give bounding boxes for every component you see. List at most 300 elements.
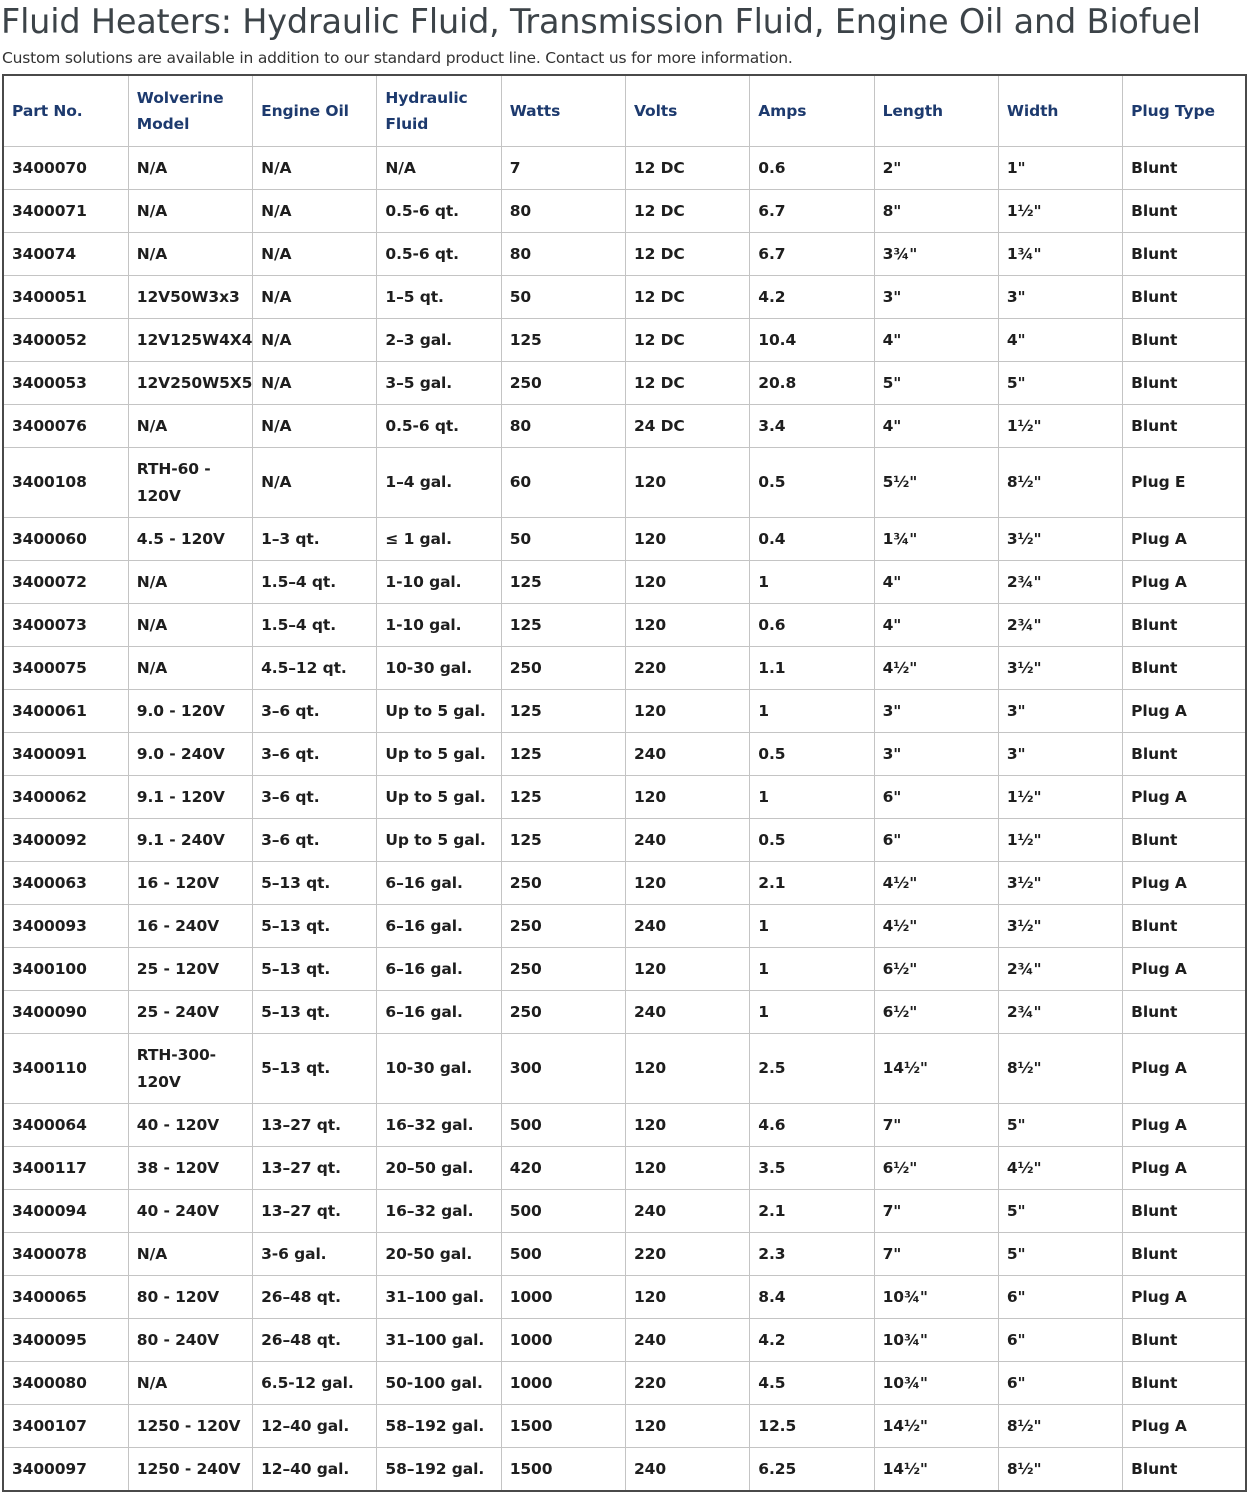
header-amps: Amps (750, 75, 874, 147)
cell-watts: 80 (501, 233, 625, 276)
table-row (3, 1233, 1246, 1276)
cell-plug-type: Blunt (1123, 1233, 1246, 1276)
cell-volts: 120 (625, 862, 749, 905)
cell-part-no: 3400071 (3, 190, 128, 233)
cell-watts: 420 (501, 1147, 625, 1190)
cell-engine-oil: 5–13 qt. (253, 948, 377, 991)
cell-volts: 220 (625, 1233, 749, 1276)
cell-length: 3" (874, 276, 998, 319)
cell-amps: 4.2 (750, 1319, 874, 1362)
table-row (3, 1190, 1246, 1233)
cell-width: 3½" (998, 518, 1122, 561)
cell-part-no: 3400092 (3, 819, 128, 862)
cell-engine-oil: 5–13 qt. (253, 991, 377, 1034)
cell-hydraulic-fluid: Up to 5 gal. (377, 733, 501, 776)
cell-hydraulic-fluid: 50-100 gal. (377, 1362, 501, 1405)
cell-wolverine-model: N/A (128, 233, 252, 276)
cell-wolverine-model: N/A (128, 1233, 252, 1276)
cell-volts: 120 (625, 948, 749, 991)
header-engine-oil: Engine Oil (253, 75, 377, 147)
cell-engine-oil: 26–48 qt. (253, 1276, 377, 1319)
table-row (3, 319, 1246, 362)
cell-length: 6½" (874, 948, 998, 991)
table-row (3, 1034, 1246, 1104)
cell-hydraulic-fluid: 6–16 gal. (377, 991, 501, 1034)
cell-volts: 120 (625, 448, 749, 518)
cell-watts: 125 (501, 561, 625, 604)
cell-watts: 80 (501, 405, 625, 448)
table-row (3, 362, 1246, 405)
cell-volts: 120 (625, 1276, 749, 1319)
cell-hydraulic-fluid: 0.5-6 qt. (377, 233, 501, 276)
cell-wolverine-model: N/A (128, 405, 252, 448)
cell-part-no: 3400078 (3, 1233, 128, 1276)
cell-engine-oil: 4.5–12 qt. (253, 647, 377, 690)
cell-part-no: 3400053 (3, 362, 128, 405)
cell-part-no: 3400117 (3, 1147, 128, 1190)
cell-plug-type: Blunt (1123, 733, 1246, 776)
cell-amps: 10.4 (750, 319, 874, 362)
cell-plug-type: Blunt (1123, 991, 1246, 1034)
table-row (3, 1147, 1246, 1190)
cell-part-no: 3400065 (3, 1276, 128, 1319)
cell-volts: 120 (625, 518, 749, 561)
cell-plug-type: Blunt (1123, 276, 1246, 319)
cell-length: 5½" (874, 448, 998, 518)
cell-plug-type: Blunt (1123, 190, 1246, 233)
cell-amps: 4.6 (750, 1104, 874, 1147)
cell-length: 10¾" (874, 1319, 998, 1362)
cell-amps: 2.1 (750, 1190, 874, 1233)
cell-length: 6" (874, 819, 998, 862)
cell-wolverine-model: N/A (128, 190, 252, 233)
cell-volts: 120 (625, 776, 749, 819)
cell-width: 8½" (998, 448, 1122, 518)
cell-part-no: 3400075 (3, 647, 128, 690)
cell-engine-oil: 3-6 gal. (253, 1233, 377, 1276)
cell-length: 5" (874, 362, 998, 405)
cell-wolverine-model: 1250 - 240V (128, 1448, 252, 1492)
cell-plug-type: Blunt (1123, 819, 1246, 862)
cell-hydraulic-fluid: 1-10 gal. (377, 604, 501, 647)
cell-volts: 120 (625, 1104, 749, 1147)
cell-plug-type: Plug A (1123, 862, 1246, 905)
cell-amps: 4.2 (750, 276, 874, 319)
cell-length: 14½" (874, 1405, 998, 1448)
cell-length: 6½" (874, 991, 998, 1034)
cell-wolverine-model: 40 - 240V (128, 1190, 252, 1233)
cell-amps: 1 (750, 991, 874, 1034)
cell-volts: 240 (625, 905, 749, 948)
cell-length: 3¾" (874, 233, 998, 276)
cell-wolverine-model: N/A (128, 561, 252, 604)
cell-width: 2¾" (998, 604, 1122, 647)
cell-volts: 12 DC (625, 319, 749, 362)
cell-watts: 1000 (501, 1362, 625, 1405)
cell-wolverine-model: 12V250W5X5 (128, 362, 252, 405)
cell-width: 3½" (998, 647, 1122, 690)
cell-amps: 1 (750, 561, 874, 604)
cell-hydraulic-fluid: 6–16 gal. (377, 905, 501, 948)
cell-watts: 1000 (501, 1319, 625, 1362)
cell-wolverine-model: 40 - 120V (128, 1104, 252, 1147)
cell-wolverine-model: 9.1 - 120V (128, 776, 252, 819)
cell-plug-type: Plug A (1123, 518, 1246, 561)
table-row (3, 1405, 1246, 1448)
table-row (3, 819, 1246, 862)
cell-hydraulic-fluid: 6–16 gal. (377, 862, 501, 905)
cell-hydraulic-fluid: 16–32 gal. (377, 1104, 501, 1147)
cell-engine-oil: 3–6 qt. (253, 819, 377, 862)
cell-plug-type: Blunt (1123, 1319, 1246, 1362)
cell-engine-oil: 3–6 qt. (253, 733, 377, 776)
cell-plug-type: Blunt (1123, 233, 1246, 276)
cell-watts: 7 (501, 147, 625, 190)
cell-length: 10¾" (874, 1276, 998, 1319)
cell-amps: 0.4 (750, 518, 874, 561)
table-body (3, 147, 1246, 1492)
cell-amps: 3.4 (750, 405, 874, 448)
cell-part-no: 3400073 (3, 604, 128, 647)
cell-plug-type: Blunt (1123, 362, 1246, 405)
cell-engine-oil: N/A (253, 405, 377, 448)
cell-width: 2¾" (998, 948, 1122, 991)
cell-volts: 12 DC (625, 147, 749, 190)
cell-volts: 240 (625, 1319, 749, 1362)
cell-watts: 250 (501, 362, 625, 405)
table-row (3, 862, 1246, 905)
cell-amps: 0.5 (750, 448, 874, 518)
cell-part-no: 3400061 (3, 690, 128, 733)
cell-watts: 125 (501, 819, 625, 862)
cell-hydraulic-fluid: 10-30 gal. (377, 647, 501, 690)
cell-amps: 20.8 (750, 362, 874, 405)
cell-volts: 220 (625, 647, 749, 690)
cell-width: 4" (998, 319, 1122, 362)
cell-watts: 500 (501, 1190, 625, 1233)
cell-wolverine-model: 1250 - 120V (128, 1405, 252, 1448)
cell-wolverine-model: RTH-60 - 120V (128, 448, 252, 518)
cell-wolverine-model: 38 - 120V (128, 1147, 252, 1190)
table-row (3, 448, 1246, 518)
table-row (3, 776, 1246, 819)
cell-part-no: 3400060 (3, 518, 128, 561)
table-row (3, 733, 1246, 776)
cell-amps: 0.5 (750, 733, 874, 776)
cell-watts: 250 (501, 948, 625, 991)
cell-engine-oil: N/A (253, 147, 377, 190)
cell-volts: 240 (625, 1448, 749, 1492)
cell-hydraulic-fluid: ≤ 1 gal. (377, 518, 501, 561)
cell-part-no: 3400100 (3, 948, 128, 991)
cell-volts: 120 (625, 1405, 749, 1448)
cell-width: 8½" (998, 1448, 1122, 1492)
table-row (3, 905, 1246, 948)
cell-width: 1½" (998, 190, 1122, 233)
cell-plug-type: Plug A (1123, 1147, 1246, 1190)
header-wolverine-model: Wolverine Model (128, 75, 252, 147)
cell-watts: 125 (501, 690, 625, 733)
cell-width: 5" (998, 1104, 1122, 1147)
table-row (3, 948, 1246, 991)
table-header-row (3, 75, 1246, 147)
cell-length: 6½" (874, 1147, 998, 1190)
cell-wolverine-model: 9.0 - 120V (128, 690, 252, 733)
cell-amps: 6.7 (750, 233, 874, 276)
cell-volts: 240 (625, 1190, 749, 1233)
table-row (3, 1104, 1246, 1147)
cell-plug-type: Blunt (1123, 147, 1246, 190)
cell-volts: 120 (625, 604, 749, 647)
cell-engine-oil: 13–27 qt. (253, 1190, 377, 1233)
cell-amps: 1 (750, 690, 874, 733)
cell-length: 7" (874, 1104, 998, 1147)
header-hydraulic-fluid: Hydraulic Fluid (377, 75, 501, 147)
cell-plug-type: Plug E (1123, 448, 1246, 518)
cell-part-no: 3400080 (3, 1362, 128, 1405)
cell-amps: 2.1 (750, 862, 874, 905)
cell-part-no: 3400094 (3, 1190, 128, 1233)
cell-length: 4½" (874, 905, 998, 948)
cell-wolverine-model: N/A (128, 147, 252, 190)
table-row (3, 690, 1246, 733)
cell-volts: 120 (625, 1034, 749, 1104)
cell-width: 6" (998, 1362, 1122, 1405)
cell-amps: 2.3 (750, 1233, 874, 1276)
cell-engine-oil: 6.5-12 gal. (253, 1362, 377, 1405)
cell-wolverine-model: 80 - 120V (128, 1276, 252, 1319)
cell-part-no: 3400076 (3, 405, 128, 448)
cell-width: 1" (998, 147, 1122, 190)
header-length: Length (874, 75, 998, 147)
cell-plug-type: Plug A (1123, 690, 1246, 733)
page-title: Fluid Heaters: Hydraulic Fluid, Transmission Fluid, Engine Oil and Biofuel (1, 2, 1201, 41)
header-watts: Watts (501, 75, 625, 147)
cell-part-no: 3400051 (3, 276, 128, 319)
cell-part-no: 3400070 (3, 147, 128, 190)
cell-part-no: 3400072 (3, 561, 128, 604)
cell-engine-oil: N/A (253, 190, 377, 233)
cell-amps: 2.5 (750, 1034, 874, 1104)
cell-plug-type: Plug A (1123, 1104, 1246, 1147)
cell-volts: 120 (625, 1147, 749, 1190)
cell-length: 14½" (874, 1448, 998, 1492)
cell-amps: 1 (750, 948, 874, 991)
cell-width: 2¾" (998, 561, 1122, 604)
cell-amps: 0.6 (750, 147, 874, 190)
cell-hydraulic-fluid: 0.5-6 qt. (377, 405, 501, 448)
cell-plug-type: Blunt (1123, 319, 1246, 362)
cell-hydraulic-fluid: N/A (377, 147, 501, 190)
cell-amps: 1.1 (750, 647, 874, 690)
header-plug-type: Plug Type (1123, 75, 1246, 147)
cell-volts: 12 DC (625, 362, 749, 405)
cell-width: 1¾" (998, 233, 1122, 276)
table-row (3, 1319, 1246, 1362)
cell-plug-type: Blunt (1123, 1190, 1246, 1233)
cell-engine-oil: N/A (253, 233, 377, 276)
cell-wolverine-model: 9.0 - 240V (128, 733, 252, 776)
cell-part-no: 3400097 (3, 1448, 128, 1492)
cell-length: 3" (874, 733, 998, 776)
cell-hydraulic-fluid: 20–50 gal. (377, 1147, 501, 1190)
cell-width: 5" (998, 1190, 1122, 1233)
cell-wolverine-model: RTH-300-120V (128, 1034, 252, 1104)
cell-engine-oil: 5–13 qt. (253, 862, 377, 905)
cell-wolverine-model: 25 - 240V (128, 991, 252, 1034)
cell-hydraulic-fluid: 31–100 gal. (377, 1276, 501, 1319)
cell-watts: 50 (501, 518, 625, 561)
cell-length: 8" (874, 190, 998, 233)
cell-width: 6" (998, 1276, 1122, 1319)
cell-engine-oil: 3–6 qt. (253, 776, 377, 819)
cell-watts: 125 (501, 733, 625, 776)
cell-watts: 80 (501, 190, 625, 233)
cell-volts: 120 (625, 561, 749, 604)
cell-part-no: 3400108 (3, 448, 128, 518)
cell-volts: 12 DC (625, 190, 749, 233)
table-row (3, 1276, 1246, 1319)
cell-part-no: 3400052 (3, 319, 128, 362)
cell-width: 5" (998, 1233, 1122, 1276)
cell-watts: 1000 (501, 1276, 625, 1319)
cell-amps: 1 (750, 776, 874, 819)
cell-engine-oil: 5–13 qt. (253, 1034, 377, 1104)
table-row (3, 1362, 1246, 1405)
cell-wolverine-model: N/A (128, 604, 252, 647)
cell-engine-oil: N/A (253, 276, 377, 319)
cell-hydraulic-fluid: Up to 5 gal. (377, 690, 501, 733)
cell-amps: 8.4 (750, 1276, 874, 1319)
cell-hydraulic-fluid: Up to 5 gal. (377, 819, 501, 862)
cell-part-no: 3400064 (3, 1104, 128, 1147)
cell-length: 14½" (874, 1034, 998, 1104)
cell-wolverine-model: 9.1 - 240V (128, 819, 252, 862)
cell-volts: 220 (625, 1362, 749, 1405)
cell-width: 4½" (998, 1147, 1122, 1190)
table-row (3, 991, 1246, 1034)
cell-width: 3½" (998, 862, 1122, 905)
table-row (3, 276, 1246, 319)
cell-engine-oil: N/A (253, 319, 377, 362)
cell-width: 6" (998, 1319, 1122, 1362)
cell-watts: 125 (501, 604, 625, 647)
cell-plug-type: Blunt (1123, 604, 1246, 647)
cell-width: 3" (998, 733, 1122, 776)
cell-watts: 250 (501, 905, 625, 948)
cell-amps: 4.5 (750, 1362, 874, 1405)
cell-engine-oil: 1–3 qt. (253, 518, 377, 561)
cell-part-no: 3400091 (3, 733, 128, 776)
cell-width: 1½" (998, 776, 1122, 819)
cell-length: 7" (874, 1190, 998, 1233)
cell-wolverine-model: 80 - 240V (128, 1319, 252, 1362)
cell-part-no: 340074 (3, 233, 128, 276)
cell-watts: 250 (501, 862, 625, 905)
table-row (3, 518, 1246, 561)
cell-length: 4" (874, 405, 998, 448)
cell-width: 5" (998, 362, 1122, 405)
cell-watts: 60 (501, 448, 625, 518)
cell-watts: 125 (501, 319, 625, 362)
cell-plug-type: Plug A (1123, 1276, 1246, 1319)
cell-length: 2" (874, 147, 998, 190)
cell-engine-oil: 13–27 qt. (253, 1147, 377, 1190)
cell-plug-type: Blunt (1123, 647, 1246, 690)
cell-hydraulic-fluid: 31–100 gal. (377, 1319, 501, 1362)
cell-width: 3" (998, 690, 1122, 733)
cell-watts: 300 (501, 1034, 625, 1104)
cell-watts: 1500 (501, 1405, 625, 1448)
cell-volts: 120 (625, 690, 749, 733)
cell-hydraulic-fluid: 6–16 gal. (377, 948, 501, 991)
cell-engine-oil: 13–27 qt. (253, 1104, 377, 1147)
cell-length: 1¾" (874, 518, 998, 561)
table-row (3, 405, 1246, 448)
cell-hydraulic-fluid: 58–192 gal. (377, 1448, 501, 1492)
cell-plug-type: Plug A (1123, 1405, 1246, 1448)
cell-length: 10¾" (874, 1362, 998, 1405)
cell-amps: 0.5 (750, 819, 874, 862)
cell-wolverine-model: 16 - 240V (128, 905, 252, 948)
cell-engine-oil: 1.5–4 qt. (253, 604, 377, 647)
cell-hydraulic-fluid: 2–3 gal. (377, 319, 501, 362)
cell-wolverine-model: 16 - 120V (128, 862, 252, 905)
cell-amps: 12.5 (750, 1405, 874, 1448)
header-width: Width (998, 75, 1122, 147)
header-volts: Volts (625, 75, 749, 147)
cell-wolverine-model: 25 - 120V (128, 948, 252, 991)
cell-length: 4" (874, 319, 998, 362)
cell-part-no: 3400062 (3, 776, 128, 819)
cell-hydraulic-fluid: Up to 5 gal. (377, 776, 501, 819)
cell-length: 3" (874, 690, 998, 733)
cell-plug-type: Blunt (1123, 1448, 1246, 1492)
table-row (3, 561, 1246, 604)
cell-volts: 240 (625, 991, 749, 1034)
cell-plug-type: Blunt (1123, 405, 1246, 448)
cell-wolverine-model: 12V125W4X4 (128, 319, 252, 362)
cell-watts: 1500 (501, 1448, 625, 1492)
cell-width: 8½" (998, 1405, 1122, 1448)
cell-volts: 12 DC (625, 276, 749, 319)
cell-length: 4" (874, 561, 998, 604)
cell-wolverine-model: 4.5 - 120V (128, 518, 252, 561)
cell-volts: 240 (625, 819, 749, 862)
cell-width: 1½" (998, 819, 1122, 862)
cell-amps: 6.7 (750, 190, 874, 233)
cell-length: 4½" (874, 647, 998, 690)
cell-plug-type: Plug A (1123, 1034, 1246, 1104)
cell-hydraulic-fluid: 0.5-6 qt. (377, 190, 501, 233)
cell-width: 8½" (998, 1034, 1122, 1104)
cell-volts: 24 DC (625, 405, 749, 448)
cell-engine-oil: 12–40 gal. (253, 1448, 377, 1492)
cell-length: 7" (874, 1233, 998, 1276)
table-row (3, 604, 1246, 647)
cell-part-no: 3400095 (3, 1319, 128, 1362)
cell-watts: 500 (501, 1233, 625, 1276)
table-row (3, 233, 1246, 276)
cell-plug-type: Plug A (1123, 561, 1246, 604)
cell-width: 3" (998, 276, 1122, 319)
cell-hydraulic-fluid: 1-10 gal. (377, 561, 501, 604)
cell-wolverine-model: N/A (128, 647, 252, 690)
cell-width: 1½" (998, 405, 1122, 448)
cell-part-no: 3400107 (3, 1405, 128, 1448)
cell-hydraulic-fluid: 16–32 gal. (377, 1190, 501, 1233)
table-row (3, 147, 1246, 190)
